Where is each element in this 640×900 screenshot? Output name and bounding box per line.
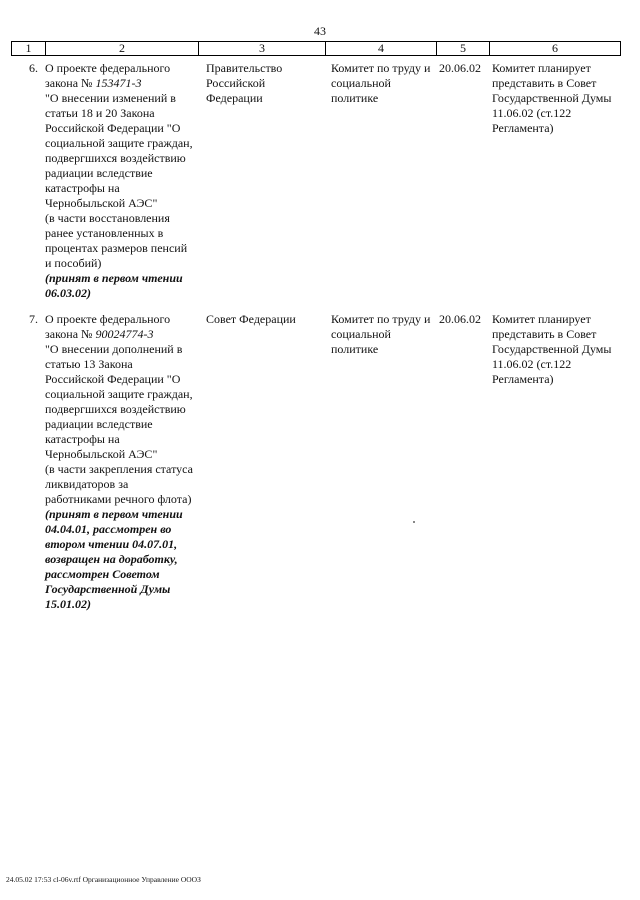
row-number: 6. — [29, 61, 38, 75]
table-row — [11, 61, 619, 301]
bill-number: 153471-3 — [95, 76, 142, 90]
header-col-6: 6 — [552, 41, 558, 55]
date-cell: 20.06.02 — [439, 312, 481, 326]
table-row — [11, 312, 619, 612]
bill-title: О проекте федерального закона № — [45, 312, 171, 341]
header-col-4: 4 — [326, 42, 437, 55]
header-col-1: 1 — [12, 42, 46, 55]
bill-status: (принят в первом чтении 04.04.01, рассмотрен во втором чтении 04.07.01, возвращен на доработку, рассмотрен Советом Государственной Думы 15.01.02) — [45, 507, 183, 611]
bill-status: (принят в первом чтении 06.03.02) — [45, 271, 183, 300]
initiator-cell: Совет Федерации — [206, 312, 296, 326]
table-header-row — [11, 41, 621, 56]
initiator-cell: Правительство Российской Федерации — [206, 61, 283, 105]
bill-number: 90024774-3 — [95, 327, 154, 341]
committee-cell: Комитет по труду и социальной политике — [331, 61, 431, 105]
bill-description: "О внесении дополнений в статью 13 Закона Российской Федерации "О социальной защите граждан, подвергшихся воздействию радиации вследствие катастрофы на Чернобыльской АЭС" (в части закрепления статуса ликвидаторов за работниками речного флота) — [45, 342, 193, 506]
page-number: 43 — [314, 24, 326, 38]
date-cell: 20.06.02 — [439, 61, 481, 75]
row-number: 7. — [29, 312, 38, 326]
header-col-3: 3 — [199, 42, 326, 55]
note-cell: Комитет планирует представить в Совет Государственной Думы 11.06.02 (ст.122 Регламента) — [492, 312, 612, 386]
bill-cell — [45, 312, 198, 612]
bill-description: "О внесении изменений в статьи 18 и 20 Закона Российской Федерации "О социальной защите граждан, подвергшихся воздействию радиации вследствие катастрофы на Чернобыльской АЭС" (в части восстановления ранее установленных в процентах размеров пенсий и пособий) — [45, 91, 193, 270]
scan-speck — [413, 521, 415, 523]
header-col-2: 2 — [46, 42, 199, 55]
bill-title: О проекте федерального закона № — [45, 61, 171, 90]
page-footer: 24.05.02 17:53 cl-06v.rtf Организационное Управление ОООЗ — [6, 875, 201, 884]
bill-cell — [45, 61, 198, 301]
note-cell: Комитет планирует представить в Совет Государственной Думы 11.06.02 (ст.122 Регламента) — [492, 61, 612, 135]
header-col-5: 5 — [437, 42, 490, 55]
committee-cell: Комитет по труду и социальной политике — [331, 312, 431, 356]
